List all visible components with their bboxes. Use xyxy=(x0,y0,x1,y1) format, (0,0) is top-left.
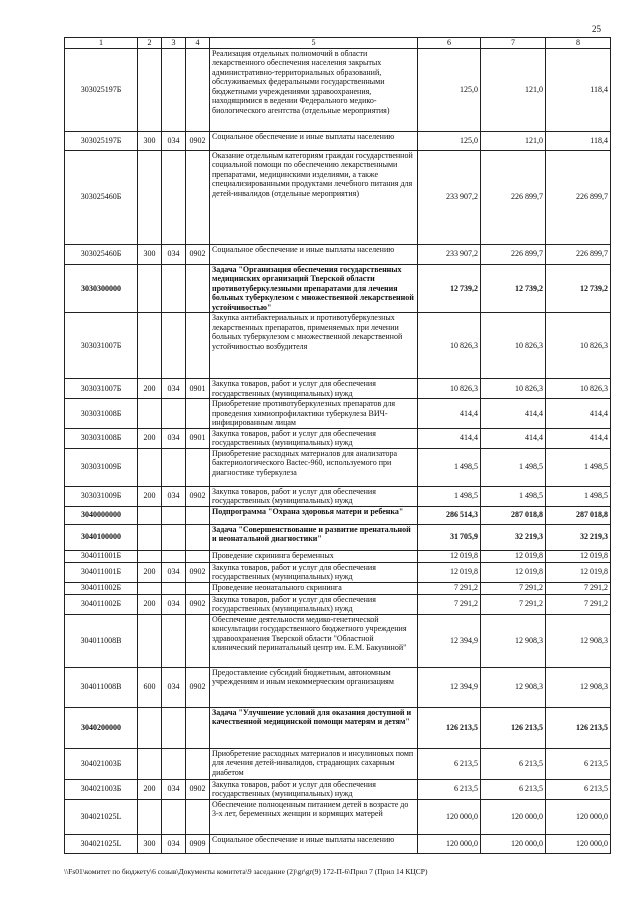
table-row xyxy=(65,614,611,667)
row-vr-cell xyxy=(138,313,162,379)
row-vr-cell xyxy=(138,150,162,244)
row-value-cell: 120 000,0 xyxy=(481,799,546,834)
row-value-cell: 1 498,5 xyxy=(481,448,546,486)
row-value-cell: 10 826,3 xyxy=(481,379,546,399)
row-vr-cell xyxy=(138,582,162,594)
table-row xyxy=(65,313,611,379)
row-name-cell: Приобретение расходных материалов и инсулиновых помп для лечения детей-инвалидов, страдающих сахарным диабетом xyxy=(210,748,418,779)
row-value-cell: 10 826,3 xyxy=(546,313,611,379)
row-section-cell: 0901 xyxy=(186,428,210,448)
row-name-cell: Обеспечение полноценным питанием детей в возрасте до 3-х лет, беременных женщин и кормящих матерей xyxy=(210,799,418,834)
table-row xyxy=(65,399,611,429)
row-gr-cell: 034 xyxy=(162,428,186,448)
header-cell: 2 xyxy=(138,38,162,49)
row-gr-cell xyxy=(162,264,186,313)
row-code-cell: 303025197Б xyxy=(65,48,138,131)
file-path-footer: \\Fs01\комитет по бюджету\6 созыв\Документы комитета\9 заседание (2)\gr\gr(9) 172-П-6\Прил 7 (Прил 14 КЦСР) xyxy=(64,867,428,876)
row-vr-cell: 300 xyxy=(138,834,162,853)
row-name-cell: Задача "Улучшение условий для оказания доступной и качественной медицинской помощи матерям и детям" xyxy=(210,707,418,748)
row-section-cell xyxy=(186,506,210,524)
table-row xyxy=(65,48,611,131)
row-value-cell: 12 908,3 xyxy=(546,667,611,707)
row-value-cell: 10 826,3 xyxy=(481,313,546,379)
row-code-cell: 304011008В xyxy=(65,614,138,667)
row-value-cell: 120 000,0 xyxy=(418,834,481,853)
row-section-cell xyxy=(186,313,210,379)
row-value-cell: 118,4 xyxy=(546,48,611,131)
row-section-cell xyxy=(186,150,210,244)
row-value-cell: 12 019,8 xyxy=(418,562,481,582)
row-name-cell: Закупка товаров, работ и услуг для обеспечения государственных (муниципальных) нужд xyxy=(210,594,418,614)
row-gr-cell xyxy=(162,150,186,244)
row-name-cell: Задача "Организация обеспечения государственных медицинских организаций Тверской области противотуберкулезными препаратами для лечения больных туберкулезом с множественной лекарственной устойчивостью" xyxy=(210,264,418,313)
table-row xyxy=(65,131,611,150)
row-value-cell: 12 908,3 xyxy=(546,614,611,667)
row-value-cell: 287 018,8 xyxy=(481,506,546,524)
row-value-cell: 226 899,7 xyxy=(546,244,611,264)
row-name-cell: Предоставление субсидий бюджетным, автономным учреждениям и иным некоммерческим организациям xyxy=(210,667,418,707)
row-gr-cell: 034 xyxy=(162,667,186,707)
row-value-cell: 12 019,8 xyxy=(546,562,611,582)
row-vr-cell: 600 xyxy=(138,667,162,707)
row-section-cell: 0902 xyxy=(186,244,210,264)
table-row xyxy=(65,550,611,562)
row-gr-cell: 034 xyxy=(162,834,186,853)
row-value-cell: 7 291,2 xyxy=(546,594,611,614)
row-gr-cell: 034 xyxy=(162,594,186,614)
row-value-cell: 12 739,2 xyxy=(418,264,481,313)
row-code-cell: 304011001Б xyxy=(65,550,138,562)
row-value-cell: 1 498,5 xyxy=(546,448,611,486)
row-code-cell: 304021003Б xyxy=(65,748,138,779)
row-value-cell: 12 019,8 xyxy=(418,550,481,562)
row-gr-cell xyxy=(162,399,186,429)
row-vr-cell: 200 xyxy=(138,379,162,399)
table-row xyxy=(65,834,611,853)
row-section-cell: 0902 xyxy=(186,594,210,614)
row-vr-cell: 300 xyxy=(138,131,162,150)
row-section-cell xyxy=(186,614,210,667)
row-value-cell: 31 705,9 xyxy=(418,524,481,550)
row-value-cell: 226 899,7 xyxy=(546,150,611,244)
row-name-cell: Социальное обеспечение и иные выплаты населению xyxy=(210,244,418,264)
row-code-cell: 303031008Б xyxy=(65,399,138,429)
row-section-cell xyxy=(186,448,210,486)
row-vr-cell: 200 xyxy=(138,428,162,448)
row-name-cell: Приобретение расходных материалов для анализатора бактериологического Bactec-960, используемого при диагностике туберкулеза xyxy=(210,448,418,486)
table-row xyxy=(65,506,611,524)
row-vr-cell xyxy=(138,264,162,313)
row-value-cell: 12 019,8 xyxy=(481,550,546,562)
row-section-cell xyxy=(186,582,210,594)
table-row xyxy=(65,799,611,834)
table-row xyxy=(65,779,611,799)
row-vr-cell xyxy=(138,48,162,131)
row-name-cell: Проведение скрининга беременных xyxy=(210,550,418,562)
row-value-cell: 1 498,5 xyxy=(418,486,481,506)
row-value-cell: 126 213,5 xyxy=(481,707,546,748)
row-gr-cell xyxy=(162,614,186,667)
table-row xyxy=(65,244,611,264)
header-cell: 8 xyxy=(546,38,611,49)
table-row xyxy=(65,486,611,506)
row-value-cell: 10 826,3 xyxy=(418,379,481,399)
row-code-cell: 304011002Б xyxy=(65,594,138,614)
row-value-cell: 12 019,8 xyxy=(546,550,611,562)
row-vr-cell: 200 xyxy=(138,594,162,614)
row-section-cell xyxy=(186,550,210,562)
table-row xyxy=(65,748,611,779)
row-code-cell: 3040000000 xyxy=(65,506,138,524)
row-value-cell: 7 291,2 xyxy=(418,582,481,594)
row-value-cell: 12 908,3 xyxy=(481,667,546,707)
row-name-cell: Закупка товаров, работ и услуг для обеспечения государственных (муниципальных) нужд xyxy=(210,779,418,799)
row-code-cell: 304021025L xyxy=(65,799,138,834)
row-name-cell: Социальное обеспечение и иные выплаты населению xyxy=(210,131,418,150)
row-gr-cell xyxy=(162,748,186,779)
header-cell: 5 xyxy=(210,38,418,49)
row-vr-cell xyxy=(138,506,162,524)
table-row xyxy=(65,524,611,550)
row-name-cell: Подпрограмма "Охрана здоровья матери и ребенка" xyxy=(210,506,418,524)
row-code-cell: 303031009Б xyxy=(65,448,138,486)
row-value-cell: 287 018,8 xyxy=(546,506,611,524)
row-value-cell: 286 514,3 xyxy=(418,506,481,524)
row-value-cell: 7 291,2 xyxy=(418,594,481,614)
row-value-cell: 414,4 xyxy=(418,399,481,429)
row-gr-cell: 034 xyxy=(162,779,186,799)
row-gr-cell xyxy=(162,582,186,594)
row-value-cell: 10 826,3 xyxy=(546,379,611,399)
row-value-cell: 125,0 xyxy=(418,131,481,150)
row-gr-cell xyxy=(162,707,186,748)
row-value-cell: 12 394,9 xyxy=(418,667,481,707)
row-value-cell: 414,4 xyxy=(481,428,546,448)
row-code-cell: 304021025L xyxy=(65,834,138,853)
row-code-cell: 304011001Б xyxy=(65,562,138,582)
row-gr-cell xyxy=(162,799,186,834)
row-vr-cell xyxy=(138,748,162,779)
row-section-cell: 0909 xyxy=(186,834,210,853)
row-section-cell: 0901 xyxy=(186,379,210,399)
row-gr-cell xyxy=(162,550,186,562)
table-row xyxy=(65,594,611,614)
row-code-cell: 3030300000 xyxy=(65,264,138,313)
row-value-cell: 1 498,5 xyxy=(546,486,611,506)
row-value-cell: 120 000,0 xyxy=(546,834,611,853)
header-cell: 3 xyxy=(162,38,186,49)
row-section-cell xyxy=(186,399,210,429)
row-value-cell: 6 213,5 xyxy=(418,779,481,799)
row-value-cell: 120 000,0 xyxy=(481,834,546,853)
row-gr-cell: 034 xyxy=(162,131,186,150)
header-cell: 4 xyxy=(186,38,210,49)
row-value-cell: 120 000,0 xyxy=(546,799,611,834)
row-name-cell: Закупка товаров, работ и услуг для обеспечения государственных (муниципальных) нужд xyxy=(210,562,418,582)
row-section-cell: 0902 xyxy=(186,562,210,582)
row-vr-cell xyxy=(138,799,162,834)
row-value-cell: 226 899,7 xyxy=(481,244,546,264)
row-value-cell: 12 394,9 xyxy=(418,614,481,667)
row-value-cell: 12 019,8 xyxy=(481,562,546,582)
row-gr-cell xyxy=(162,48,186,131)
row-section-cell: 0902 xyxy=(186,779,210,799)
row-section-cell xyxy=(186,264,210,313)
row-code-cell: 303025197Б xyxy=(65,131,138,150)
row-code-cell: 3040200000 xyxy=(65,707,138,748)
table-row xyxy=(65,582,611,594)
table-row xyxy=(65,150,611,244)
row-code-cell: 303025460Б xyxy=(65,150,138,244)
row-code-cell: 303031007Б xyxy=(65,313,138,379)
row-value-cell: 414,4 xyxy=(418,428,481,448)
row-gr-cell xyxy=(162,524,186,550)
row-value-cell: 6 213,5 xyxy=(546,779,611,799)
row-vr-cell: 200 xyxy=(138,779,162,799)
row-gr-cell xyxy=(162,506,186,524)
row-vr-cell xyxy=(138,448,162,486)
row-value-cell: 118,4 xyxy=(546,131,611,150)
row-value-cell: 32 219,3 xyxy=(546,524,611,550)
row-vr-cell: 300 xyxy=(138,244,162,264)
row-value-cell: 12 739,2 xyxy=(546,264,611,313)
row-gr-cell: 034 xyxy=(162,486,186,506)
row-name-cell: Закупка товаров, работ и услуг для обеспечения государственных (муниципальных) нужд xyxy=(210,428,418,448)
row-code-cell: 303031007Б xyxy=(65,379,138,399)
header-cell: 6 xyxy=(418,38,481,49)
row-code-cell: 304011002Б xyxy=(65,582,138,594)
row-value-cell: 233 907,2 xyxy=(418,150,481,244)
row-value-cell: 1 498,5 xyxy=(481,486,546,506)
row-value-cell: 414,4 xyxy=(546,428,611,448)
row-value-cell: 120 000,0 xyxy=(418,799,481,834)
row-section-cell: 0902 xyxy=(186,131,210,150)
row-name-cell: Проведение неонатального скрининга xyxy=(210,582,418,594)
row-value-cell: 226 899,7 xyxy=(481,150,546,244)
table-row xyxy=(65,667,611,707)
row-section-cell xyxy=(186,748,210,779)
budget-table xyxy=(64,37,611,854)
table-row xyxy=(65,707,611,748)
row-value-cell: 12 908,3 xyxy=(481,614,546,667)
row-section-cell xyxy=(186,799,210,834)
row-vr-cell xyxy=(138,614,162,667)
row-value-cell: 7 291,2 xyxy=(481,582,546,594)
row-code-cell: 303031008Б xyxy=(65,428,138,448)
row-value-cell: 10 826,3 xyxy=(418,313,481,379)
table-row xyxy=(65,562,611,582)
row-section-cell: 0902 xyxy=(186,486,210,506)
row-gr-cell: 034 xyxy=(162,379,186,399)
row-vr-cell: 200 xyxy=(138,486,162,506)
row-value-cell: 7 291,2 xyxy=(481,594,546,614)
row-gr-cell xyxy=(162,313,186,379)
row-value-cell: 414,4 xyxy=(481,399,546,429)
row-gr-cell: 034 xyxy=(162,562,186,582)
row-value-cell: 121,0 xyxy=(481,48,546,131)
row-value-cell: 125,0 xyxy=(418,48,481,131)
row-name-cell: Закупка антибактериальных и противотуберкулезных лекарственных препаратов, применяемых при лечении больных туберкулезом с множественной лекарственной устойчивостью возбудителя xyxy=(210,313,418,379)
row-gr-cell xyxy=(162,448,186,486)
row-value-cell: 32 219,3 xyxy=(481,524,546,550)
row-name-cell: Закупка товаров, работ и услуг для обеспечения государственных (муниципальных) нужд xyxy=(210,486,418,506)
row-value-cell: 6 213,5 xyxy=(546,748,611,779)
row-value-cell: 1 498,5 xyxy=(418,448,481,486)
table-row xyxy=(65,379,611,399)
row-section-cell xyxy=(186,524,210,550)
row-gr-cell: 034 xyxy=(162,244,186,264)
row-code-cell: 3040100000 xyxy=(65,524,138,550)
header-cell: 7 xyxy=(481,38,546,49)
row-value-cell: 233 907,2 xyxy=(418,244,481,264)
row-vr-cell xyxy=(138,550,162,562)
row-section-cell xyxy=(186,707,210,748)
header-row xyxy=(65,38,611,49)
row-section-cell: 0902 xyxy=(186,667,210,707)
row-vr-cell xyxy=(138,399,162,429)
page-number: 25 xyxy=(592,24,601,34)
row-value-cell: 126 213,5 xyxy=(546,707,611,748)
row-code-cell: 303031009Б xyxy=(65,486,138,506)
table-row xyxy=(65,448,611,486)
row-value-cell: 6 213,5 xyxy=(481,779,546,799)
table-row xyxy=(65,428,611,448)
header-cell: 1 xyxy=(65,38,138,49)
row-value-cell: 7 291,2 xyxy=(546,582,611,594)
row-vr-cell xyxy=(138,524,162,550)
row-value-cell: 121,0 xyxy=(481,131,546,150)
row-section-cell xyxy=(186,48,210,131)
row-value-cell: 12 739,2 xyxy=(481,264,546,313)
row-value-cell: 6 213,5 xyxy=(481,748,546,779)
row-vr-cell: 200 xyxy=(138,562,162,582)
row-name-cell: Закупка товаров, работ и услуг для обеспечения государственных (муниципальных) нужд xyxy=(210,379,418,399)
row-code-cell: 303025460Б xyxy=(65,244,138,264)
row-value-cell: 414,4 xyxy=(546,399,611,429)
row-code-cell: 304011008В xyxy=(65,667,138,707)
row-name-cell: Задача "Совершенствование и развитие пренатальной и неонатальной диагностики" xyxy=(210,524,418,550)
row-name-cell: Социальное обеспечение и иные выплаты населению xyxy=(210,834,418,853)
row-name-cell: Реализация отдельных полномочий в области лекарственного обеспечения населения закрытых административно-территориальных образований, обслуживаемых федеральными государственными бюджетными учреждениями здравоохранения, находящимися в ведении Федерального медико-биологического агентства (отдельные мероприятия) xyxy=(210,48,418,131)
row-value-cell: 126 213,5 xyxy=(418,707,481,748)
row-name-cell: Оказание отдельным категориям граждан государственной социальной помощи по обеспечению лекарственными препаратами, медицинскими изделиями, а также специализированными продуктами лечебного питания для детей-инвалидов (отдельные мероприятия) xyxy=(210,150,418,244)
row-name-cell: Обеспечение деятельности медико-генетической консультации государственного бюджетного учреждения здравоохранения Тверской области "Областной клинический перинатальный центр им. Е.М. Бакуниной" xyxy=(210,614,418,667)
table-row xyxy=(65,264,611,313)
row-code-cell: 304021003Б xyxy=(65,779,138,799)
row-name-cell: Приобретение противотуберкулезных препаратов для проведения химиопрофилактики туберкулеза ВИЧ-инфицированным лицам xyxy=(210,399,418,429)
row-value-cell: 6 213,5 xyxy=(418,748,481,779)
row-vr-cell xyxy=(138,707,162,748)
